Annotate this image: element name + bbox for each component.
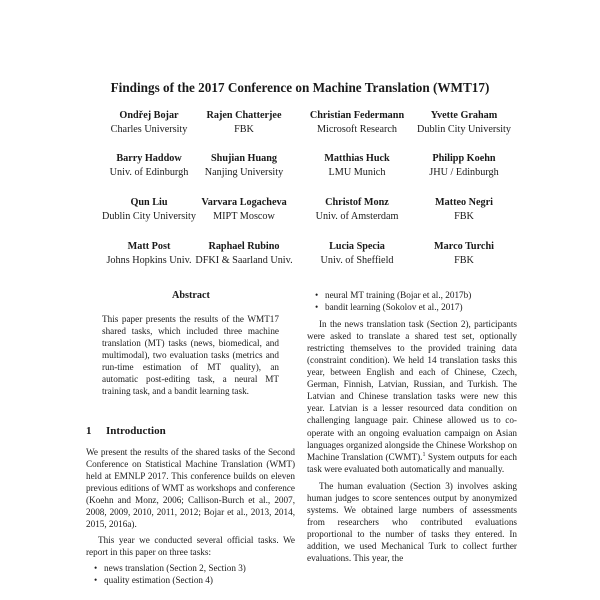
author-affiliation: Univ. of Edinburgh <box>109 166 189 178</box>
author-affiliation: FBK <box>454 254 474 266</box>
author-name: Lucia Specia <box>329 241 385 252</box>
author-affiliation: Univ. of Sheffield <box>320 254 394 266</box>
author-name: Matt Post <box>127 241 171 252</box>
author-card <box>389 152 539 179</box>
section-number: 1 <box>86 425 92 437</box>
author-name: Barry Haddow <box>116 153 182 164</box>
task-list-continued <box>307 289 517 313</box>
author-affiliation: DFKI & Saarland Univ. <box>195 254 293 266</box>
news-task-text-end: System outputs for each task were evaluated both automatically and manually. <box>307 451 518 474</box>
abstract-heading: Abstract <box>172 290 210 301</box>
author-affiliation: FBK <box>234 123 254 135</box>
author-name: Ondřej Bojar <box>119 110 179 121</box>
author-affiliation: Nanjing University <box>204 166 284 178</box>
author-name: Philipp Koehn <box>432 153 496 164</box>
list-item: • news translation (Section 2, Section 3) <box>104 562 295 574</box>
right-column-body <box>307 289 517 564</box>
intro-paragraph-1: We present the results of the shared tasks of the Second Conference on Statistical Machine Translation (WMT) held at EMNLP 2017. This conference builds on eleven previous editions of WMT as workshops and conference (Koehn and Monz, 2006; Callison-Burch et al., 2007, 2008, 2009, 2010, 2011, 2012; Bojar et al., 2013, 2014, 2015, 2016a). <box>86 447 295 530</box>
news-task-text: In the news translation task (Section 2), participants were asked to translate a shared test set, optionally restricting themselves to the provided training data (constraint condition). We held 14 translation tasks this year, between English and each of Chinese, Czech, German, Finnish, Latvian, Russian, and Turkish. The Latvian and Chinese translation tasks were new this year. Latvian is a lesser resourced data condition on challenging language pair. Chinese allowed us to co-operate with an ongoing evaluation campaign on Asian languages organized alongside the Chinese Workshop on Machine Translation (CWMT). <box>307 319 517 462</box>
author-name: Yvette Graham <box>430 110 498 121</box>
author-affiliation: Dublin City University <box>417 123 511 135</box>
abstract-text: This paper presents the results of the WMT17 shared tasks, which included three machine translation (MT) tasks (news, biomedical, and multimodal), two evaluation tasks (metrics and run-time estimation of MT quality), an automatic post-editing task, a neural MT training task, and a bandit learning task. <box>102 314 279 397</box>
author-affiliation: Charles University <box>110 123 188 135</box>
author-name: Matthias Huck <box>324 153 390 164</box>
author-name: Raphael Rubino <box>208 241 280 252</box>
author-card <box>389 240 539 267</box>
author-affiliation: JHU / Edinburgh <box>429 166 499 178</box>
author-affiliation: Univ. of Amsterdam <box>315 210 399 222</box>
news-task-paragraph <box>307 318 517 475</box>
author-name: Christof Monz <box>325 197 389 208</box>
author-card <box>389 109 539 136</box>
left-column-body <box>86 446 295 587</box>
author-affiliation: MIPT Moscow <box>213 210 275 222</box>
list-item: • quality estimation (Section 4) <box>104 574 295 586</box>
human-eval-paragraph: The human evaluation (Section 3) involves asking human judges to score sentences output by anonymized systems. We obtained large numbers of assessments from researchers who contributed evaluations proportional to the number of tasks they entered. In addition, we used Mechanical Turk to collect further evaluations. This year, the <box>307 480 517 563</box>
author-name: Matteo Negri <box>435 197 493 208</box>
author-card <box>389 196 539 223</box>
author-name: Rajen Chatterjee <box>206 110 282 121</box>
task-list <box>86 562 295 586</box>
intro-paragraph-2: This year we conducted several official tasks. We report in this paper on three tasks: <box>86 535 295 558</box>
list-item: • bandit learning (Sokolov et al., 2017) <box>325 301 517 313</box>
author-name: Qun Liu <box>130 197 168 208</box>
author-affiliation: Johns Hopkins Univ. <box>106 254 192 266</box>
paper-title: Findings of the 2017 Conference on Machine Translation (WMT17) <box>110 80 490 95</box>
author-affiliation: FBK <box>454 210 474 222</box>
author-affiliation: Microsoft Research <box>316 123 398 135</box>
author-name: Christian Federmann <box>309 110 405 121</box>
section-title: Introduction <box>106 425 166 437</box>
author-name: Shujian Huang <box>211 153 277 164</box>
author-name: Marco Turchi <box>434 241 494 252</box>
author-name: Varvara Logacheva <box>201 197 287 208</box>
author-affiliation: Dublin City University <box>102 210 196 222</box>
footnote-mark[interactable]: 1 <box>422 451 426 458</box>
list-item: • neural MT training (Bojar et al., 2017b) <box>325 289 517 301</box>
section-heading-introduction <box>86 425 166 437</box>
author-affiliation: LMU Munich <box>328 166 386 178</box>
